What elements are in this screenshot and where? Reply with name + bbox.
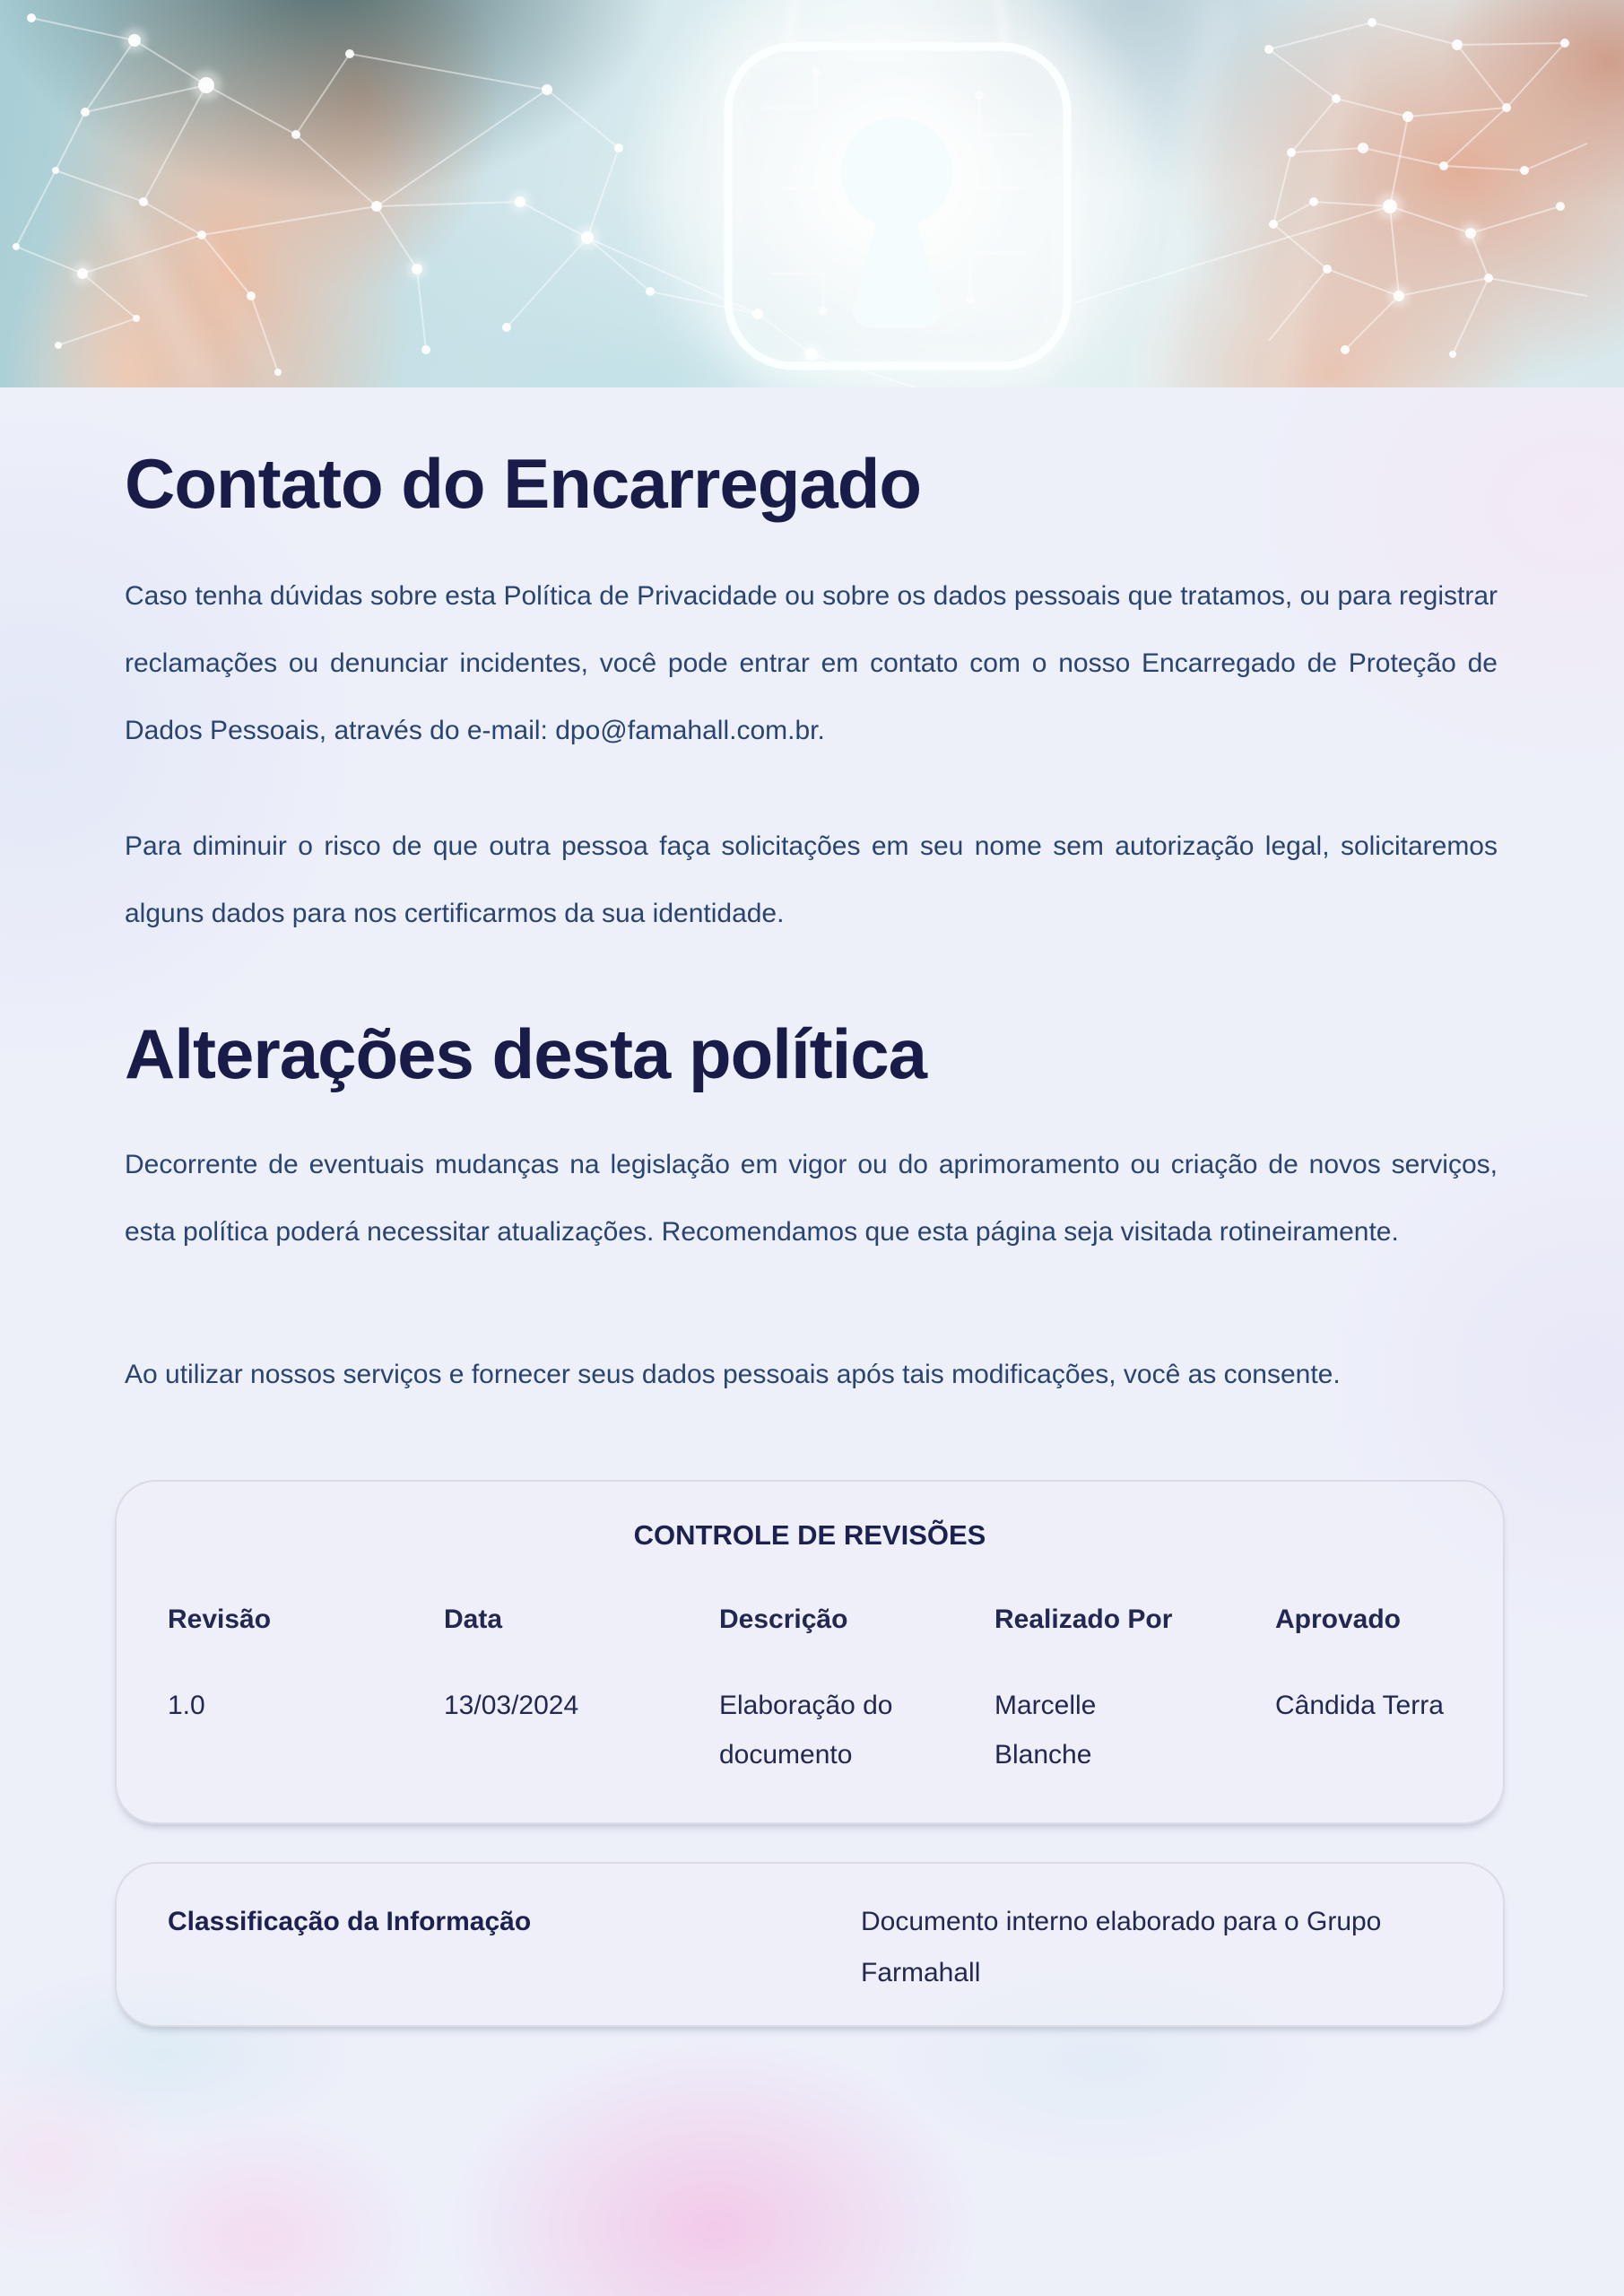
table-cell-data: 13/03/2024 <box>444 1691 579 1720</box>
digital-network-overlay <box>0 0 1624 387</box>
column-header-revisao: Revisão <box>168 1605 272 1634</box>
table-cell-descricao: Elaboração do documento <box>719 1691 893 1770</box>
column-header-descricao: Descrição <box>719 1605 848 1634</box>
column-header-data: Data <box>444 1605 503 1634</box>
table-cell-realizado-por: Marcelle Blanche <box>994 1691 1097 1770</box>
section-title: Contato do Encarregado <box>125 444 922 523</box>
section-alteracoes-politica <box>125 1013 1498 1408</box>
column-header-aprovado: Aprovado <box>1275 1605 1402 1634</box>
section-contato-encarregado <box>125 443 1498 947</box>
classification-value: Documento interno elaborado para o Grupo Farmahall <box>861 1907 1382 1987</box>
paragraph: Decorrente de eventuais mudanças na legislação em vigor ou do aprimoramento ou criação de novos serviços, esta política poderá necessitar atualizações. Recomendamos que esta página seja visitada rotineiramente. <box>125 1150 1498 1247</box>
classification-label: Classificação da Informação <box>168 1907 532 1936</box>
table-cell-revisao: 1.0 <box>168 1691 205 1720</box>
revision-table-title: CONTROLE DE REVISÕES <box>633 1519 986 1551</box>
revision-control-table <box>115 1480 1505 1824</box>
padlock-icon <box>655 0 1139 387</box>
document-content <box>0 443 1624 1408</box>
column-header-realizado-por: Realizado Por <box>994 1605 1173 1634</box>
paragraph: Caso tenha dúvidas sobre esta Política de Privacidade ou sobre os dados pessoais que tratamos, ou para registrar reclamações ou denunciar incidentes, você pode entrar em contato com o nosso Encarregado de Proteção de Dados Pessoais, através do e-mail: dpo@famahall.com.br. <box>125 581 1498 745</box>
section-title: Alterações desta política <box>125 1014 927 1093</box>
classification-box <box>115 1862 1505 2027</box>
header-image <box>0 0 1624 387</box>
revision-table-grid <box>168 1602 1467 1779</box>
paragraph: Ao utilizar nossos serviços e fornecer seus dados pessoais após tais modificações, você as consente. <box>125 1360 1341 1389</box>
paragraph: Para diminuir o risco de que outra pessoa faça solicitações em seu nome sem autorização legal, solicitaremos alguns dados para nos certificarmos da sua identidade. <box>125 831 1498 928</box>
table-cell-aprovado: Cândida Terra <box>1275 1691 1444 1720</box>
